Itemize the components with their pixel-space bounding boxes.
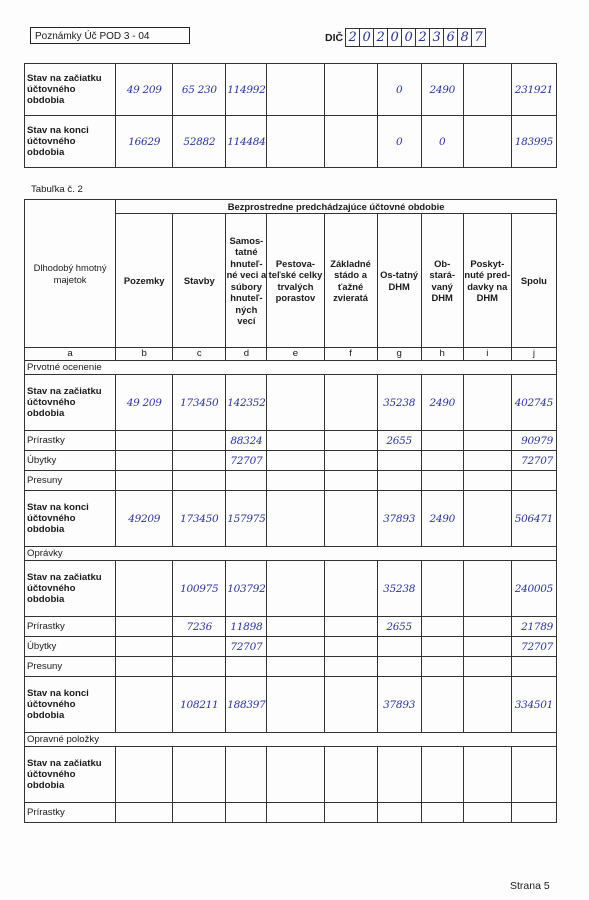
column-header-h: Ob-stará-vaný DHM (421, 214, 463, 348)
cell-d: 142352 (226, 375, 267, 431)
column-header-c: Stavby (173, 214, 226, 348)
cell-i (463, 747, 511, 803)
cell-c (173, 431, 226, 451)
cell-c: 52882 (173, 116, 226, 168)
dic-digit: 6 (443, 28, 458, 47)
cell-f (324, 677, 377, 733)
table-row (25, 747, 557, 803)
section-row (25, 361, 557, 375)
cell-e (267, 677, 324, 733)
column-header-i: Poskyt-nuté pred-davky na DHM (463, 214, 511, 348)
cell-g: 37893 (377, 491, 421, 547)
cell-g (377, 471, 421, 491)
dic-field (325, 28, 486, 47)
cell-c (173, 747, 226, 803)
column-letter: i (463, 348, 511, 361)
cell-b (116, 803, 173, 823)
cell-e (267, 747, 324, 803)
table-row (25, 561, 557, 617)
cell-d: 157975 (226, 491, 267, 547)
row-label: Stav na konci účtovného obdobia (25, 116, 116, 168)
row-label: Prírastky (25, 431, 116, 451)
row-label: Stav na začiatku účtovného obdobia (25, 64, 116, 116)
cell-b: 16629 (116, 116, 173, 168)
cell-f (324, 451, 377, 471)
table-row (25, 637, 557, 657)
cell-i (463, 637, 511, 657)
column-header-d: Samos-tatné hnuteľ-né veci a súbory hnuteľ-ných vecí (226, 214, 267, 348)
section-title: Opravné položky (25, 733, 557, 747)
column-letter: g (377, 348, 421, 361)
cell-i (463, 451, 511, 471)
cell-f (324, 491, 377, 547)
cell-g (377, 637, 421, 657)
cell-i (463, 677, 511, 733)
cell-h (421, 803, 463, 823)
cell-e (267, 64, 324, 116)
row-label: Stav na začiatku účtovného obdobia (25, 561, 116, 617)
cell-j (511, 471, 556, 491)
table-row (25, 657, 557, 677)
cell-d (226, 657, 267, 677)
cell-e (267, 491, 324, 547)
column-letter: j (511, 348, 556, 361)
cell-d: 72707 (226, 451, 267, 471)
column-letter: c (173, 348, 226, 361)
cell-e (267, 617, 324, 637)
cell-j: 90979 (511, 431, 556, 451)
cell-e (267, 637, 324, 657)
cell-e (267, 657, 324, 677)
cell-f (324, 747, 377, 803)
cell-e (267, 451, 324, 471)
cell-h (421, 677, 463, 733)
cell-c (173, 451, 226, 471)
cell-b (116, 471, 173, 491)
cell-j: 240005 (511, 561, 556, 617)
table-row (25, 677, 557, 733)
table-row (25, 64, 557, 116)
dic-digit: 7 (471, 28, 486, 47)
cell-h: 0 (421, 116, 463, 168)
row-label: Stav na konci účtovného obdobia (25, 677, 116, 733)
group-header: Bezprostredne predchádzajúce účtovné obdobie (116, 200, 557, 214)
table-row (25, 451, 557, 471)
column-header-f: Základné stádo a ťažné zvieratá (324, 214, 377, 348)
cell-g: 0 (377, 116, 421, 168)
cell-b (116, 431, 173, 451)
cell-h: 2490 (421, 375, 463, 431)
row-label: Prírastky (25, 617, 116, 637)
table-2 (24, 199, 557, 823)
cell-h: 2490 (421, 491, 463, 547)
table-row (25, 431, 557, 451)
column-letter: a (25, 348, 116, 361)
cell-d: 114484 (226, 116, 267, 168)
cell-g (377, 803, 421, 823)
cell-h (421, 637, 463, 657)
cell-c: 100975 (173, 561, 226, 617)
cell-j: 72707 (511, 637, 556, 657)
cell-d (226, 747, 267, 803)
cell-i (463, 116, 511, 168)
dic-digit: 3 (429, 28, 444, 47)
cell-c: 65 230 (173, 64, 226, 116)
column-letter: b (116, 348, 173, 361)
table-row (25, 491, 557, 547)
cell-f (324, 64, 377, 116)
cell-h (421, 451, 463, 471)
column-header-b: Pozemky (116, 214, 173, 348)
cell-b (116, 617, 173, 637)
cell-d: 188397 (226, 677, 267, 733)
cell-g: 35238 (377, 375, 421, 431)
cell-g: 35238 (377, 561, 421, 617)
section-row (25, 733, 557, 747)
table-caption: Tabuľka č. 2 (31, 184, 83, 195)
dic-digit: 0 (401, 28, 416, 47)
cell-h: 2490 (421, 64, 463, 116)
cell-h (421, 431, 463, 451)
cell-f (324, 375, 377, 431)
dic-label: DIČ (325, 31, 344, 44)
cell-f (324, 431, 377, 451)
dic-digit: 2 (373, 28, 388, 47)
table-row (25, 375, 557, 431)
cell-j: 506471 (511, 491, 556, 547)
section-title: Prvotné ocenenie (25, 361, 557, 375)
cell-h (421, 747, 463, 803)
cell-c (173, 637, 226, 657)
cell-b (116, 451, 173, 471)
row-label: Stav na konci účtovného obdobia (25, 491, 116, 547)
cell-g (377, 747, 421, 803)
cell-j: 72707 (511, 451, 556, 471)
cell-b: 49209 (116, 491, 173, 547)
row-label: Úbytky (25, 451, 116, 471)
cell-h (421, 561, 463, 617)
cell-h (421, 657, 463, 677)
cell-f (324, 116, 377, 168)
group-header-row (25, 200, 557, 214)
dic-digit: 0 (387, 28, 402, 47)
cell-i (463, 491, 511, 547)
col-a-header: Dlhodobý hmotný majetok (25, 200, 116, 348)
column-header-g: Os-tatný DHM (377, 214, 421, 348)
cell-c (173, 657, 226, 677)
cell-i (463, 431, 511, 451)
row-label: Stav na začiatku účtovného obdobia (25, 375, 116, 431)
cell-b (116, 637, 173, 657)
cell-i (463, 561, 511, 617)
cell-h (421, 471, 463, 491)
cell-d: 114992 (226, 64, 267, 116)
letter-row (25, 348, 557, 361)
cell-j (511, 803, 556, 823)
cell-i (463, 657, 511, 677)
section-row (25, 547, 557, 561)
cell-i (463, 64, 511, 116)
cell-c: 173450 (173, 375, 226, 431)
page-number: Strana 5 (510, 880, 550, 892)
cell-f (324, 471, 377, 491)
cell-f (324, 637, 377, 657)
table-row (25, 803, 557, 823)
cell-d: 103792 (226, 561, 267, 617)
cell-c (173, 471, 226, 491)
cell-e (267, 116, 324, 168)
column-header-e: Pestova-teľské celky trvalých porastov (267, 214, 324, 348)
cell-d: 72707 (226, 637, 267, 657)
section-title: Oprávky (25, 547, 557, 561)
top-table (24, 63, 557, 168)
cell-f (324, 657, 377, 677)
cell-i (463, 803, 511, 823)
row-label: Presuny (25, 657, 116, 677)
cell-g (377, 657, 421, 677)
column-letter: h (421, 348, 463, 361)
cell-j (511, 657, 556, 677)
table-row (25, 617, 557, 637)
cell-g (377, 451, 421, 471)
dic-digit: 2 (345, 28, 360, 47)
cell-f (324, 803, 377, 823)
cell-d: 88324 (226, 431, 267, 451)
row-label: Presuny (25, 471, 116, 491)
row-label: Stav na začiatku účtovného obdobia (25, 747, 116, 803)
cell-e (267, 803, 324, 823)
cell-c: 173450 (173, 491, 226, 547)
cell-i (463, 617, 511, 637)
form-title-box (30, 27, 190, 44)
dic-digit: 8 (457, 28, 472, 47)
column-header-j: Spolu (511, 214, 556, 348)
cell-d (226, 471, 267, 491)
cell-j: 21789 (511, 617, 556, 637)
dic-digit: 2 (415, 28, 430, 47)
cell-e (267, 561, 324, 617)
column-letter: e (267, 348, 324, 361)
cell-j: 231921 (511, 64, 556, 116)
cell-b (116, 657, 173, 677)
cell-b (116, 677, 173, 733)
table-row (25, 471, 557, 491)
table-row (25, 116, 557, 168)
cell-g: 2655 (377, 431, 421, 451)
cell-g: 0 (377, 64, 421, 116)
cell-g: 37893 (377, 677, 421, 733)
cell-c (173, 803, 226, 823)
column-letter: d (226, 348, 267, 361)
cell-e (267, 471, 324, 491)
cell-g: 2655 (377, 617, 421, 637)
cell-b: 49 209 (116, 375, 173, 431)
cell-c: 108211 (173, 677, 226, 733)
cell-e (267, 431, 324, 451)
cell-c: 7236 (173, 617, 226, 637)
cell-e (267, 375, 324, 431)
cell-i (463, 471, 511, 491)
cell-b: 49 209 (116, 64, 173, 116)
cell-d: 11898 (226, 617, 267, 637)
cell-f (324, 617, 377, 637)
column-letter: f (324, 348, 377, 361)
row-label: Úbytky (25, 637, 116, 657)
form-title: Poznámky Úč POD 3 - 04 (35, 31, 150, 42)
row-label: Prírastky (25, 803, 116, 823)
dic-digit: 0 (359, 28, 374, 47)
cell-j: 402745 (511, 375, 556, 431)
cell-i (463, 375, 511, 431)
cell-d (226, 803, 267, 823)
cell-j (511, 747, 556, 803)
cell-j: 183995 (511, 116, 556, 168)
cell-j: 334501 (511, 677, 556, 733)
dic-digit-cells (346, 28, 486, 47)
cell-b (116, 747, 173, 803)
cell-b (116, 561, 173, 617)
cell-h (421, 617, 463, 637)
cell-f (324, 561, 377, 617)
